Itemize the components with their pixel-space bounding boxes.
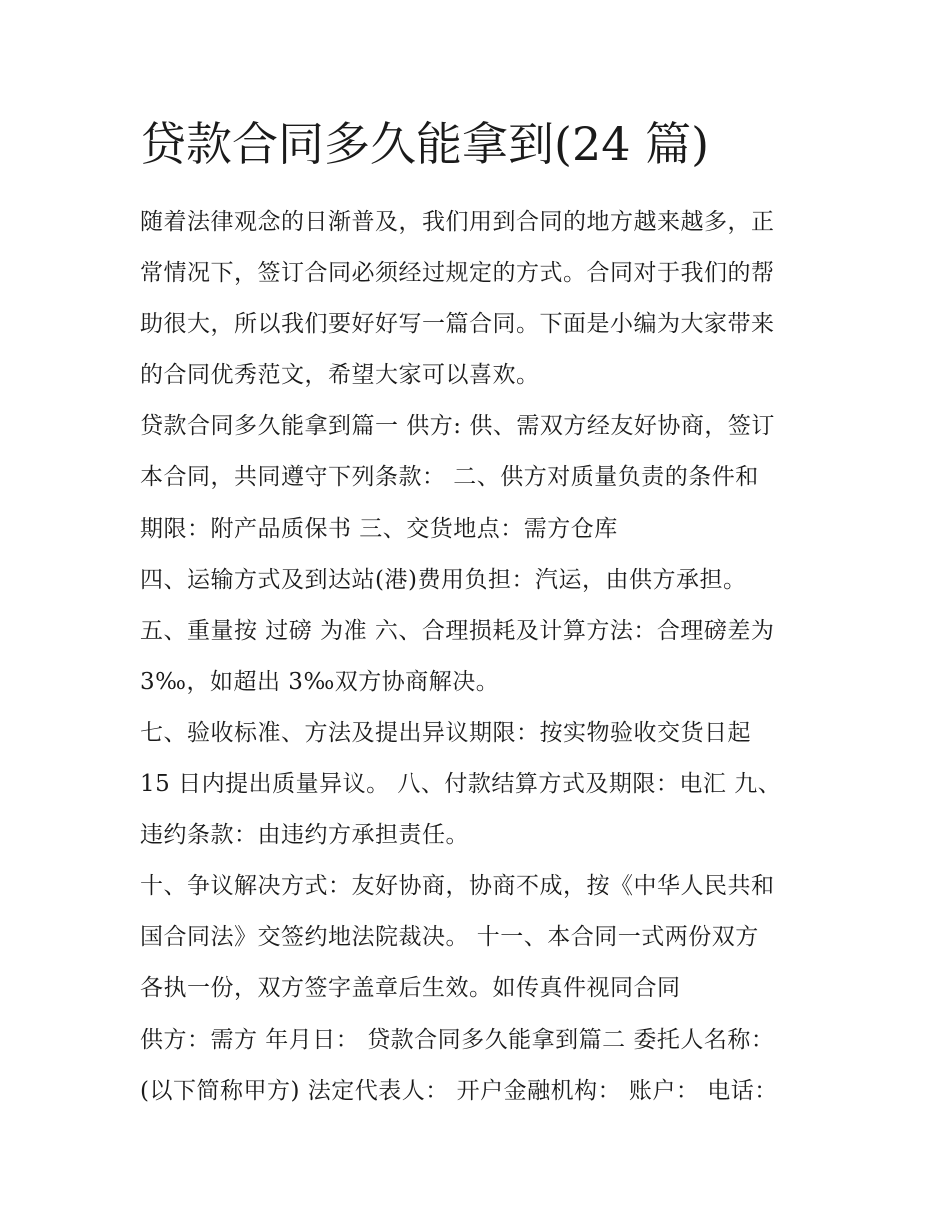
text-line: 七、验收标准、方法及提出异议期限：按实物验收交货日起 [140, 719, 751, 746]
text-line: 随着法律观念的日渐普及，我们用到合同的地方越来越多，正 [140, 209, 775, 235]
text-line: 本合同，共同遵守下列条款： 二、供方对质量负责的条件和 [140, 464, 759, 491]
text-line: 供方：需方 年月日： 贷款合同多久能拿到篇二 委托人名称： [140, 1026, 775, 1053]
text-line: 违约条款：由违约方承担责任。 [140, 822, 469, 849]
text-line: 四、运输方式及到达站(港)费用负担：汽运，由供方承担。 [140, 566, 747, 593]
text-line: 的合同优秀范文，希望大家可以喜欢。 [140, 362, 540, 389]
text-line: 五、重量按 过磅 为准 六、合理损耗及计算方法：合理磅差为 [140, 617, 775, 644]
text-line: 助很大，所以我们要好好写一篇合同。下面是小编为大家带来 [140, 311, 775, 338]
text-line: 期限：附产品质保书 三、交货地点：需方仓库 [140, 515, 618, 542]
text-line: 十、争议解决方式：友好协商，协商不成，按《中华人民共和 [140, 873, 775, 900]
text-line: (以下简称甲方) 法定代表人： 开户金融机构： 账户： 电话： [140, 1077, 778, 1104]
text-line: 15 日内提出质量异议。 八、付款结算方式及期限：电汇 九、 [140, 771, 782, 798]
text-line: 各执一份，双方签字盖章后生效。如传真件视同合同 [140, 975, 681, 1002]
text-line: 常情况下，签订合同必须经过规定的方式。合同对于我们的帮 [140, 260, 775, 287]
text-line: 国合同法》交签约地法院裁决。 十一、本合同一式两份双方 [140, 924, 759, 951]
text-line: 3‰，如超出 3‰双方协商解决。 [140, 668, 500, 695]
text-line: 贷款合同多久能拿到篇一 供方: 供、需双方经友好协商，签订 [140, 413, 775, 440]
document-body [140, 197, 820, 1117]
document-title: 贷款合同多久能拿到(24 篇) [140, 117, 710, 171]
